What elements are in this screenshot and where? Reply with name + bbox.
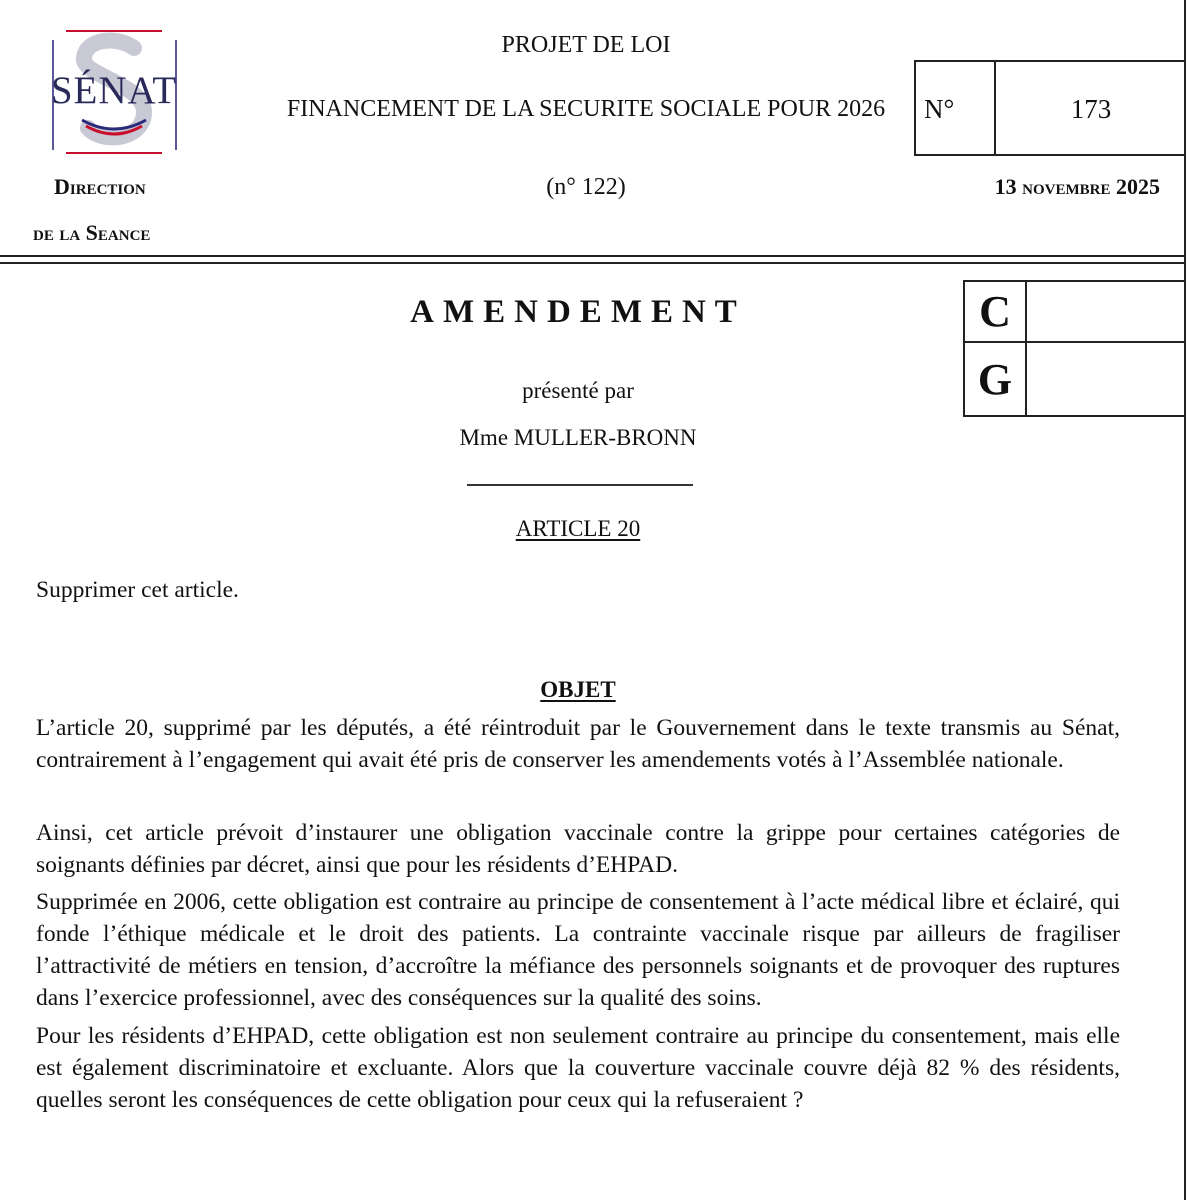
seance-label: de la Seance <box>33 220 151 245</box>
presented-by: présenté par <box>522 378 634 403</box>
session-date: 13 novembre 2025 <box>994 174 1160 199</box>
number-value: 173 <box>1070 94 1112 124</box>
author-name: Mme MULLER-BRONN <box>459 425 697 450</box>
bill-number: (n° 122) <box>546 174 626 200</box>
box-letter-g: G <box>977 355 1013 404</box>
direction-label: Direction <box>54 174 146 199</box>
cg-box-vdivider <box>1025 282 1027 415</box>
commission-government-box <box>963 280 1186 417</box>
senat-logo <box>48 28 180 156</box>
objet-paragraph-3: Supprimée en 2006, cette obligation est contraire au principe de consentement à l’acte médical libre et éclairé, qui fonde l’éthique médicale et le droit des patients. La contrainte vaccinale risque par ailleurs de fragiliser l’attractivité de métiers en tension, d’accroître la méfiance des personnels soignants et de provoquer des ruptures dans l’exercice professionnel, avec des conséquences sur la qualité des soins. <box>36 889 1120 1011</box>
header-rule-1 <box>0 255 1186 257</box>
author-separator <box>467 484 693 486</box>
article-heading: ARTICLE 20 <box>515 516 641 541</box>
bill-title: FINANCEMENT DE LA SECURITE SOCIALE POUR 2026 <box>286 96 886 122</box>
box-letter-c: C <box>979 287 1011 336</box>
amendment-title: AMENDEMENT <box>410 294 746 330</box>
amendment-number-box <box>914 60 1186 156</box>
logo-word: SÉNAT <box>50 69 178 112</box>
bill-type: PROJET DE LOI <box>501 32 671 58</box>
number-label: N° <box>924 94 955 124</box>
dispositif-text: Supprimer cet article. <box>36 577 239 603</box>
page-border-right <box>1184 0 1186 1200</box>
objet-heading: OBJET <box>540 677 616 702</box>
header-rule-2 <box>0 262 1186 264</box>
cg-box-hdivider <box>965 341 1186 343</box>
objet-paragraph-2: Ainsi, cet article prévoit d’instaurer une obligation vaccinale contre la grippe pour certaines catégories de soignants définies par décret, ainsi que pour les résidents d’EHPAD. <box>36 820 1120 878</box>
objet-paragraph-4: Pour les résidents d’EHPAD, cette obligation est non seulement contraire au principe du consentement, mais elle est également discriminatoire et excluante. Alors que la couverture vaccinale couvre déjà 82 % des résidents, quelles seront les conséquences de cette obligation pour ceux qui la refuseraient ? <box>36 1023 1120 1113</box>
objet-paragraph-1: L’article 20, supprimé par les députés, a été réintroduit par le Gouvernement dans le texte transmis au Sénat, contrairement à l’engagement qui avait été pris de conserver les amendements votés à l’Assemblée nationale. <box>36 715 1120 773</box>
